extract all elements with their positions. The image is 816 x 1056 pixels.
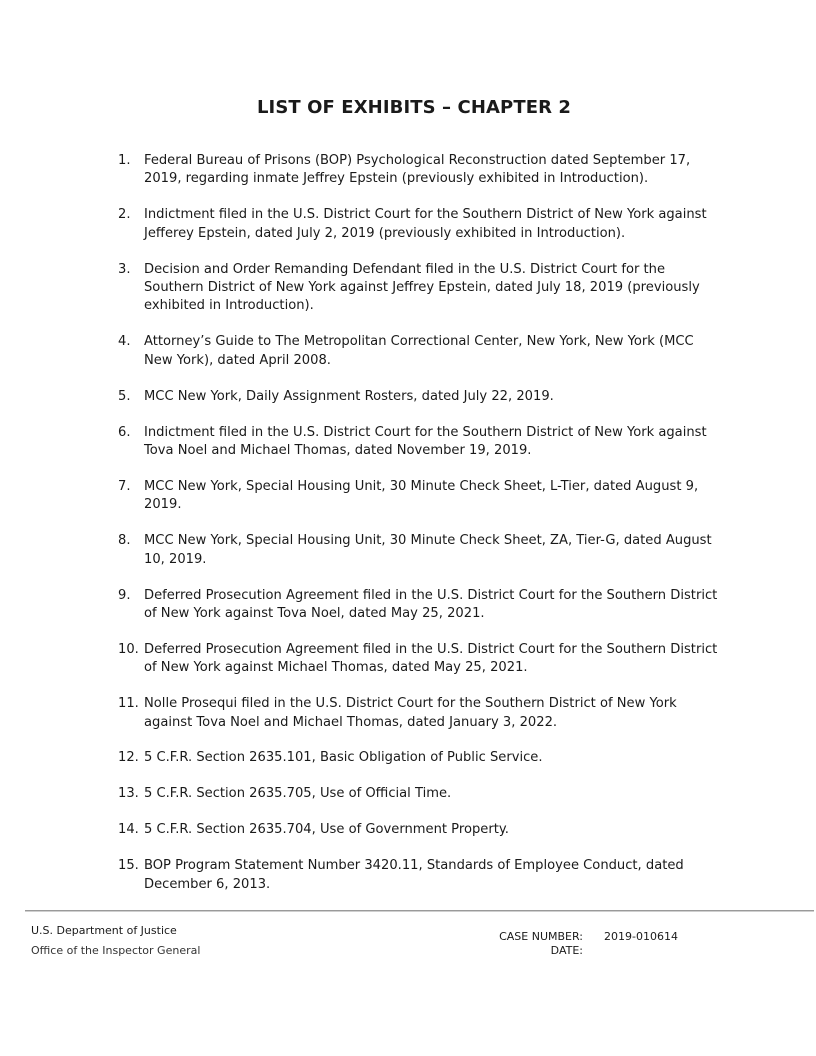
exhibit-text: Attorney’s Guide to The Metropolitan Correctional Center, New York, New York (MCC New York), dated April 2008. [144, 334, 694, 368]
exhibit-item [118, 333, 718, 370]
case-number-value: 2019-010614 [604, 930, 678, 943]
exhibit-item [118, 152, 718, 189]
exhibit-item [118, 821, 718, 839]
exhibit-number: 15. [118, 858, 139, 874]
exhibit-item [118, 695, 718, 732]
exhibit-number: 11. [118, 696, 139, 712]
exhibit-item [118, 388, 718, 406]
exhibit-number: 7. [118, 478, 131, 494]
exhibit-item [118, 749, 718, 767]
exhibit-text: Federal Bureau of Prisons (BOP) Psychological Reconstruction dated September 17, 2019, regarding inmate Jeffrey Epstein (previously exhibited in Introduction). [144, 153, 691, 187]
footer-office: Office of the Inspector General [31, 944, 201, 957]
exhibit-item [118, 857, 718, 894]
exhibit-number: 9. [118, 587, 131, 603]
exhibit-text: BOP Program Statement Number 3420.11, Standards of Employee Conduct, dated December 6, 2013. [144, 858, 684, 892]
case-number-label: CASE NUMBER: [499, 930, 583, 943]
exhibit-number: 8. [118, 533, 131, 549]
exhibit-number: 3. [118, 261, 131, 277]
exhibit-number: 6. [118, 424, 131, 440]
exhibit-item [118, 261, 718, 316]
exhibit-number: 2. [118, 207, 131, 223]
exhibit-item [118, 641, 718, 678]
exhibit-item [118, 478, 718, 515]
exhibit-item [118, 206, 718, 243]
date-label: DATE: [550, 944, 583, 957]
exhibit-text: Deferred Prosecution Agreement filed in the U.S. District Court for the Southern District of New York against Tova Noel, dated May 25, 2021. [144, 587, 718, 621]
exhibit-number: 10. [118, 641, 139, 657]
page-title: LIST OF EXHIBITS – CHAPTER 2 [256, 97, 572, 118]
exhibit-text: MCC New York, Daily Assignment Rosters, dated July 22, 2019. [144, 388, 554, 404]
exhibit-number: 4. [118, 334, 131, 350]
exhibit-text: 5 C.F.R. Section 2635.101, Basic Obligation of Public Service. [144, 750, 543, 766]
exhibit-number: 14. [118, 822, 139, 838]
exhibit-text: Deferred Prosecution Agreement filed in the U.S. District Court for the Southern District of New York against Michael Thomas, dated May 25, 2021. [144, 641, 718, 676]
exhibit-text: 5 C.F.R. Section 2635.705, Use of Official Time. [144, 786, 452, 802]
footer-divider [25, 910, 814, 912]
footer-agency: U.S. Department of Justice [31, 924, 177, 937]
exhibit-text: MCC New York, Special Housing Unit, 30 Minute Check Sheet, ZA, Tier-G, dated August 10, 2019. [144, 533, 712, 567]
exhibit-text: Decision and Order Remanding Defendant filed in the U.S. District Court for the Southern District of New York against Jeffrey Epstein, dated July 18, 2019 (previously exhibited in Introduction). [144, 261, 700, 314]
exhibit-text: Indictment filed in the U.S. District Court for the Southern District of New York against Tova Noel and Michael Thomas, dated November 19, 2019. [144, 424, 707, 458]
exhibit-item [118, 785, 718, 803]
exhibit-text: 5 C.F.R. Section 2635.704, Use of Government Property. [144, 822, 509, 838]
exhibit-text: MCC New York, Special Housing Unit, 30 Minute Check Sheet, L-Tier, dated August 9, 2019. [144, 478, 699, 513]
exhibit-number: 12. [118, 750, 139, 766]
exhibit-item [118, 424, 718, 461]
exhibit-list [118, 152, 718, 911]
exhibit-number: 1. [118, 153, 131, 168]
exhibit-item [118, 587, 718, 624]
exhibit-number: 13. [118, 786, 139, 802]
exhibit-item [118, 532, 718, 569]
exhibit-text: Indictment filed in the U.S. District Court for the Southern District of New York against Jefferey Epstein, dated July 2, 2019 (previously exhibited in Introduction). [144, 207, 707, 241]
exhibit-number: 5. [118, 388, 131, 404]
exhibit-text: Nolle Prosequi filed in the U.S. District Court for the Southern District of New York against Tova Noel and Michael Thomas, dated January 3, 2022. [144, 696, 677, 730]
